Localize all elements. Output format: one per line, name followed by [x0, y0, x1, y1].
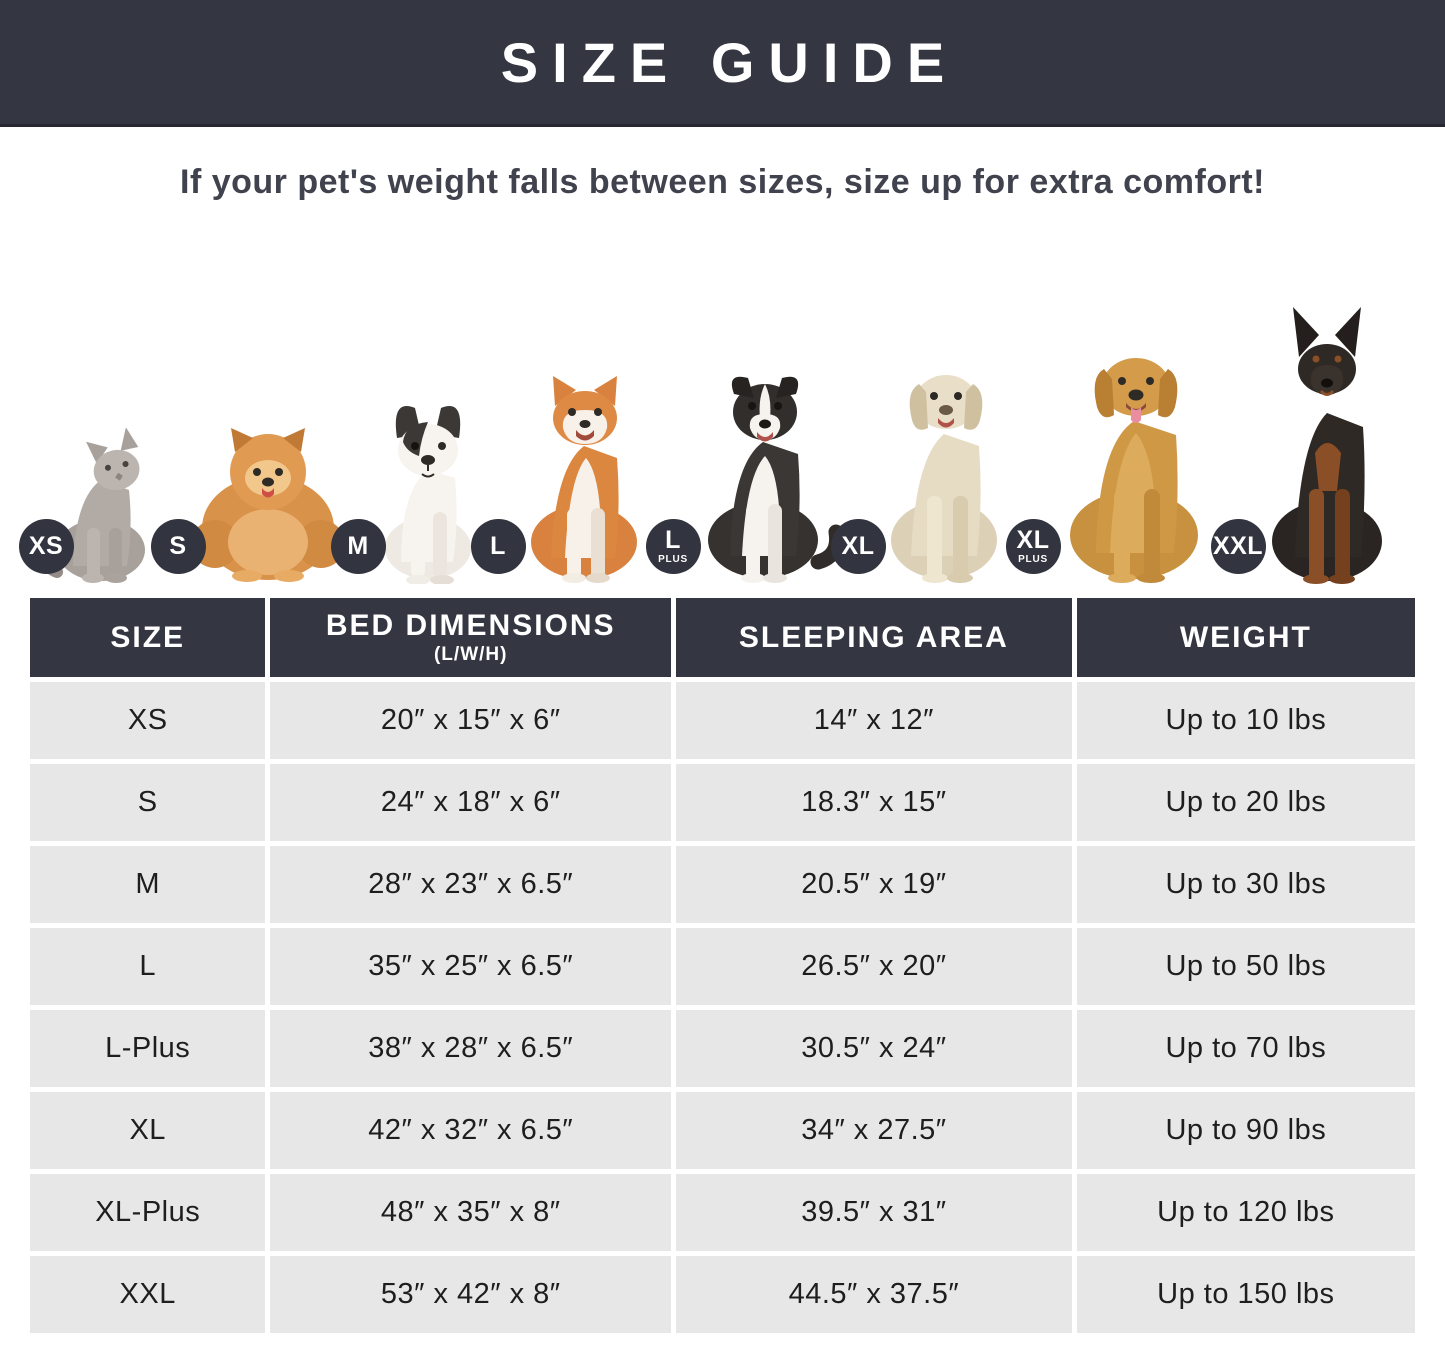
subtitle: If your pet's weight falls between sizes, size up for extra comfort!	[180, 163, 1265, 201]
column-header-bed-dimensions	[270, 598, 671, 677]
table-cell-size: M	[30, 846, 265, 923]
table-cell-weight: Up to 20 lbs	[1077, 764, 1415, 841]
labrador-illustration	[863, 346, 1028, 584]
size-badge-m-label: M	[347, 532, 369, 560]
table-cell-size: L-Plus	[30, 1010, 265, 1087]
table-cell-sleeping-area: 18.3″ x 15″	[676, 764, 1072, 841]
size-badge-s	[151, 519, 206, 574]
table-cell-bed-dimensions: 42″ x 32″ x 6.5″	[270, 1092, 671, 1169]
table-cell-weight: Up to 150 lbs	[1077, 1256, 1415, 1333]
column-header-bed-dimensions-label: BED DIMENSIONS	[325, 609, 616, 642]
table-cell-bed-dimensions: 24″ x 18″ x 6″	[270, 764, 671, 841]
page-title: SIZE GUIDE	[500, 30, 959, 94]
table-cell-bed-dimensions: 53″ x 42″ x 8″	[270, 1256, 671, 1333]
size-badge-l-plus-label: L	[665, 526, 681, 554]
pet-shiba-inu	[490, 364, 668, 584]
pet-golden-retriever	[1016, 329, 1233, 584]
table-cell-sleeping-area: 44.5″ x 37.5″	[676, 1256, 1072, 1333]
header	[0, 0, 1445, 127]
size-badge-l-plus	[646, 519, 701, 574]
pet-border-collie	[658, 356, 853, 584]
table-cell-size: XS	[30, 682, 265, 759]
table-cell-size: XXL	[30, 1256, 265, 1333]
table-cell-size: XL	[30, 1092, 265, 1169]
size-badge-xl-label: XL	[841, 532, 875, 560]
size-badge-l-label: L	[490, 532, 506, 560]
table-cell-size: S	[30, 764, 265, 841]
table-cell-weight: Up to 70 lbs	[1077, 1010, 1415, 1087]
table-cell-sleeping-area: 39.5″ x 31″	[676, 1174, 1072, 1251]
border-collie-illustration	[678, 356, 853, 584]
pomeranian-illustration	[183, 418, 353, 584]
pet-gray-cat	[28, 428, 173, 584]
size-badge-xl-plus-sublabel: PLUS	[1018, 554, 1048, 565]
table-cell-weight: Up to 90 lbs	[1077, 1092, 1415, 1169]
table-cell-weight: Up to 10 lbs	[1077, 682, 1415, 759]
table-cell-weight: Up to 50 lbs	[1077, 928, 1415, 1005]
size-badge-xl-plus	[1006, 519, 1061, 574]
size-badge-xl	[831, 519, 886, 574]
golden-retriever-illustration	[1038, 329, 1233, 584]
column-header-size-label: SIZE	[110, 620, 186, 654]
table-cell-sleeping-area: 30.5″ x 24″	[676, 1010, 1072, 1087]
size-badge-xxl-label: XXL	[1212, 532, 1264, 560]
table-cell-bed-dimensions: 28″ x 23″ x 6.5″	[270, 846, 671, 923]
table-cell-bed-dimensions: 48″ x 35″ x 8″	[270, 1174, 671, 1251]
column-header-sleeping-area-label: SLEEPING AREA	[738, 620, 1009, 654]
table-cell-sleeping-area: 14″ x 12″	[676, 682, 1072, 759]
pet-pomeranian	[169, 418, 353, 584]
column-header-weight-label: WEIGHT	[1179, 620, 1312, 654]
table-cell-bed-dimensions: 20″ x 15″ x 6″	[270, 682, 671, 759]
pet-doberman	[1212, 301, 1413, 584]
column-header-sleeping-area	[676, 598, 1072, 677]
table-cell-sleeping-area: 20.5″ x 19″	[676, 846, 1072, 923]
table-cell-weight: Up to 120 lbs	[1077, 1174, 1415, 1251]
column-header-bed-dimensions-sublabel: (L/W/H)	[433, 644, 508, 665]
size-badge-l-plus-sublabel: PLUS	[658, 554, 688, 565]
size-badge-m	[331, 519, 386, 574]
size-badge-s-label: S	[169, 532, 187, 560]
size-badge-xs	[19, 519, 74, 574]
table-cell-bed-dimensions: 35″ x 25″ x 6.5″	[270, 928, 671, 1005]
table-cell-bed-dimensions: 38″ x 28″ x 6.5″	[270, 1010, 671, 1087]
size-badge-xs-label: XS	[28, 532, 64, 560]
table-cell-size: XL-Plus	[30, 1174, 265, 1251]
pet-labrador	[841, 346, 1028, 584]
table-cell-weight: Up to 30 lbs	[1077, 846, 1415, 923]
doberman-illustration	[1243, 301, 1413, 584]
size-table	[30, 598, 1415, 1333]
table-cell-sleeping-area: 34″ x 27.5″	[676, 1092, 1072, 1169]
shiba-inu-illustration	[503, 364, 668, 584]
size-badge-xl-plus-label: XL	[1016, 526, 1050, 554]
table-cell-size: L	[30, 928, 265, 1005]
table-cell-sleeping-area: 26.5″ x 20″	[676, 928, 1072, 1005]
column-header-size	[30, 598, 265, 677]
size-badge-l	[471, 519, 526, 574]
pets-row	[0, 214, 1445, 598]
column-header-weight	[1077, 598, 1415, 677]
size-badge-xxl	[1211, 519, 1266, 574]
